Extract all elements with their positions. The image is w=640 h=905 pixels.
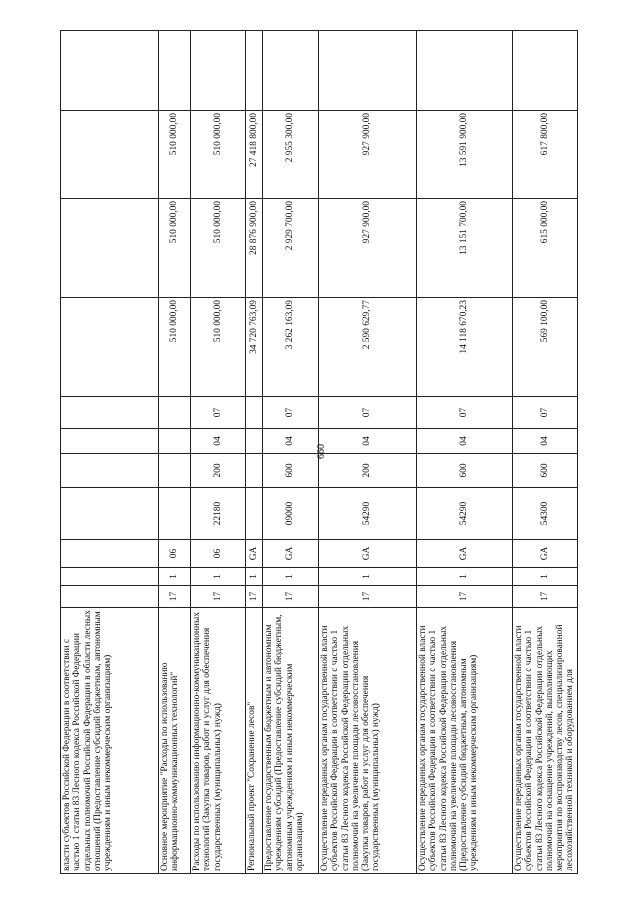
pp-cell: 1	[159, 568, 191, 586]
expense-type-cell: 200	[319, 454, 417, 488]
direction-cell	[61, 540, 159, 568]
sum-year1-cell: 510 000,00	[159, 298, 191, 397]
sum-year2-cell: 510 000,00	[191, 199, 246, 298]
empty-cell	[263, 31, 319, 111]
row-name-cell: Региональный проект "Сохранение лесов"	[246, 608, 263, 874]
expense-type-cell: 600	[263, 454, 319, 488]
row-name-cell: Осуществление переданных органам государственной власти субъектов Российской Федерации в соответствии с частью 1 статьи 83 Лесного кодекса Российской Федерации отдельных полномочий на увеличение площади лесовосстановления (Предоставление субсидий бюджетным, автономным учреждениям и иным некоммерческим организациям)	[417, 608, 513, 874]
pp-cell: 1	[246, 568, 263, 586]
sum-year3-cell: 27 418 800,00	[246, 111, 263, 199]
empty-cell	[191, 31, 246, 111]
sum-year2-cell: 615 000,00	[513, 199, 578, 298]
row-name-cell: Осуществление переданных органам государственной власти субъектов Российской Федерации в соответствии с частью 1 статьи 83 Лесного кодекса Российской Федерации отдельных полномочий на увеличение площади лесовосстановления (Закупка товаров, работ и услуг для обеспечения государственных (муниципальных) нужд)	[319, 608, 417, 874]
direction-cell: 06	[191, 540, 246, 568]
gp-cell: 17	[319, 586, 417, 608]
pp-cell: 1	[417, 568, 513, 586]
sum-year1-cell: 510 000,00	[191, 298, 246, 397]
expense-type-cell	[246, 454, 263, 488]
section-cell	[159, 429, 191, 454]
page-number-text: 660	[315, 443, 327, 459]
direction-cell: GA	[246, 540, 263, 568]
row-name-cell: Основное мероприятие "Расходы по использованию информационно-коммуникационных технологий"	[159, 608, 191, 874]
empty-cell	[246, 31, 263, 111]
expense-code-cell: 09000	[263, 488, 319, 540]
sum-year1-cell: 3 262 163,09	[263, 298, 319, 397]
sum-year2-cell: 927 900,00	[319, 199, 417, 298]
subsection-cell: 07	[319, 397, 417, 429]
sum-year1-cell: 2 590 629,77	[319, 298, 417, 397]
table-row	[61, 31, 159, 874]
subsection-cell	[61, 397, 159, 429]
table-row	[319, 31, 417, 874]
sum-year3-cell: 510 000,00	[159, 111, 191, 199]
empty-cell	[61, 31, 159, 111]
sum-year3-cell: 617 800,00	[513, 111, 578, 199]
table-row	[513, 31, 578, 874]
subsection-cell: 07	[417, 397, 513, 429]
empty-cell	[319, 31, 417, 111]
sum-year1-cell: 34 720 763,09	[246, 298, 263, 397]
sum-year2-cell: 510 000,00	[159, 199, 191, 298]
sum-year3-cell: 2 955 300,00	[263, 111, 319, 199]
section-cell: 04	[191, 429, 246, 454]
expense-code-cell: 22180	[191, 488, 246, 540]
gp-cell: 17	[513, 586, 578, 608]
subsection-cell: 07	[191, 397, 246, 429]
row-name-cell: власти субъектов Российской Федерации в соответствии с частью 1 статьи 83 Лесного кодекса Российской Федерации отдельных полномочий Российской Федерации в области лесных отношений (Предоставление субсидий бюджетным, автономным учреждениям и иным некоммерческим организациям)	[61, 608, 159, 874]
sum-year2-cell: 13 151 700,00	[417, 199, 513, 298]
expense-code-cell: 54290	[417, 488, 513, 540]
row-name-cell: Осуществление переданных органам государственной власти субъектов Российской Федерации в соответствии с частью 1 статьи 83 Лесного кодекса Российской Федерации отдельных полномочий на оснащение учреждений, выполняющих мероприятия по воспроизводству лесов, специализированной лесохозяйственной техникой и оборудованием для	[513, 608, 578, 874]
expense-type-cell: 200	[191, 454, 246, 488]
empty-cell	[159, 31, 191, 111]
direction-cell: 06	[159, 540, 191, 568]
section-cell	[61, 429, 159, 454]
pp-cell: 1	[191, 568, 246, 586]
sum-year3-cell: 927 900,00	[319, 111, 417, 199]
section-cell: 04	[513, 429, 578, 454]
expense-code-cell: 54290	[319, 488, 417, 540]
budget-table	[60, 30, 578, 874]
gp-cell	[61, 586, 159, 608]
direction-cell: GA	[513, 540, 578, 568]
expense-type-cell: 600	[513, 454, 578, 488]
direction-cell: GA	[417, 540, 513, 568]
pp-cell: 1	[319, 568, 417, 586]
table-row	[263, 31, 319, 874]
table-row	[246, 31, 263, 874]
expense-code-cell	[246, 488, 263, 540]
sum-year3-cell: 510 000,00	[191, 111, 246, 199]
expense-code-cell	[61, 488, 159, 540]
sum-year3-cell: 13 591 900,00	[417, 111, 513, 199]
expense-type-cell	[61, 454, 159, 488]
sum-year2-cell: 2 929 700,00	[263, 199, 319, 298]
subsection-cell	[246, 397, 263, 429]
expense-code-cell: 54300	[513, 488, 578, 540]
gp-cell: 17	[417, 586, 513, 608]
subsection-cell: 07	[263, 397, 319, 429]
subsection-cell: 07	[513, 397, 578, 429]
sum-year2-cell: 28 876 900,00	[246, 199, 263, 298]
subsection-cell	[159, 397, 191, 429]
expense-type-cell	[159, 454, 191, 488]
table-row	[159, 31, 191, 874]
section-cell: 04	[319, 429, 417, 454]
pp-cell: 1	[263, 568, 319, 586]
expense-type-cell: 600	[417, 454, 513, 488]
sum-year1-cell: 569 100,00	[513, 298, 578, 397]
expense-code-cell	[159, 488, 191, 540]
sum-year1-cell	[61, 298, 159, 397]
section-cell: 04	[263, 429, 319, 454]
direction-cell: GA	[263, 540, 319, 568]
empty-cell	[417, 31, 513, 111]
gp-cell: 17	[191, 586, 246, 608]
section-cell: 04	[417, 429, 513, 454]
gp-cell: 17	[263, 586, 319, 608]
gp-cell: 17	[246, 586, 263, 608]
pp-cell: 1	[513, 568, 578, 586]
empty-cell	[513, 31, 578, 111]
direction-cell: GA	[319, 540, 417, 568]
table-row	[191, 31, 246, 874]
sum-year1-cell: 14 118 670,23	[417, 298, 513, 397]
row-name-cell: Предоставление государственным бюджетным и автономным учреждениям субсидий (Предоставление субсидий бюджетным, автономным учреждениям и иным некоммерческим организациям)	[263, 608, 319, 874]
sum-year3-cell	[61, 111, 159, 199]
row-name-cell: Расходы по использованию информационно-коммуникационных технологий (Закупка товаров, работ и услуг для обеспечения государственных (муниципальных) нужд)	[191, 608, 246, 874]
budget-table-sheet	[60, 31, 576, 874]
table-row	[417, 31, 513, 874]
sum-year2-cell	[61, 199, 159, 298]
gp-cell: 17	[159, 586, 191, 608]
rotated-table-wrapper	[60, 31, 576, 874]
section-cell	[246, 429, 263, 454]
pp-cell	[61, 568, 159, 586]
